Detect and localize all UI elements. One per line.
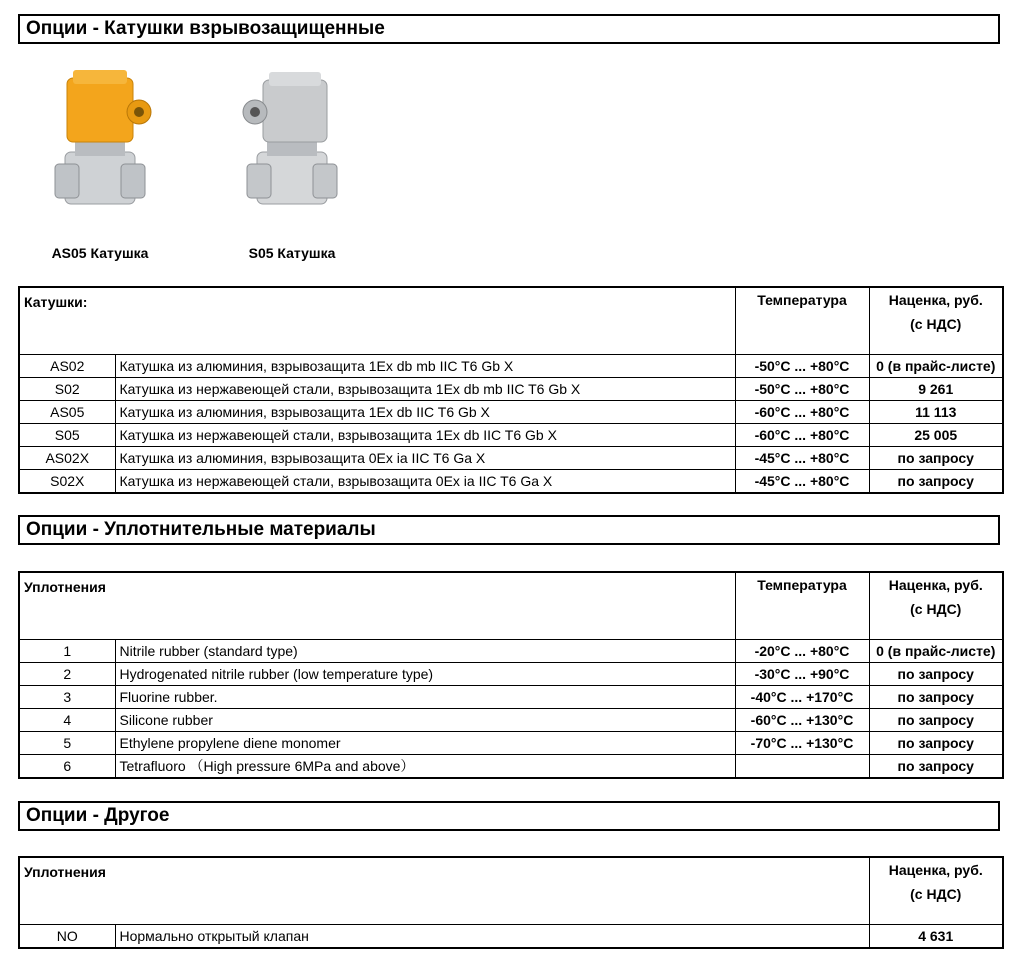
row-price: по запросу <box>869 470 1003 494</box>
table-header-row <box>19 572 1003 640</box>
header-price-line1: Наценка, руб. <box>888 292 983 308</box>
row-price: 0 (в прайс-листе) <box>869 355 1003 378</box>
row-code: 1 <box>19 640 115 663</box>
row-desc: Катушка из алюминия, взрывозащита 0Ex ia IIC T6 Ga X <box>115 447 735 470</box>
row-code: S02X <box>19 470 115 494</box>
row-code: 5 <box>19 732 115 755</box>
row-temp: -50°C ... +80°C <box>735 355 869 378</box>
row-desc: Fluorine rubber. <box>115 686 735 709</box>
row-desc: Tetrafluoro （High pressure 6MPa and above） <box>115 755 735 779</box>
header-temp <box>735 287 869 355</box>
section-title-other: Опции - Другое <box>18 801 1000 831</box>
header-temp <box>735 572 869 640</box>
table-row <box>19 378 1003 401</box>
row-price: 9 261 <box>869 378 1003 401</box>
row-desc: Катушка из нержавеющей стали, взрывозащита 1Ex db mb IIC T6 Gb X <box>115 378 735 401</box>
row-temp: -30°C ... +90°C <box>735 663 869 686</box>
row-code: AS02 <box>19 355 115 378</box>
table-row <box>19 732 1003 755</box>
table-row <box>19 424 1003 447</box>
row-price: по запросу <box>869 663 1003 686</box>
row-temp <box>735 755 869 779</box>
row-temp: -60°C ... +80°C <box>735 401 869 424</box>
section-title-seals: Опции - Уплотнительные материалы <box>18 515 1000 545</box>
header-price <box>869 287 1003 355</box>
row-price: по запросу <box>869 732 1003 755</box>
row-code: 2 <box>19 663 115 686</box>
valve-s05-icon <box>227 60 357 220</box>
row-desc: Нормально открытый клапан <box>115 925 869 949</box>
table-row <box>19 925 1003 949</box>
table-row <box>19 663 1003 686</box>
row-desc: Катушка из нержавеющей стали, взрывозащита 0Ex ia IIC T6 Ga X <box>115 470 735 494</box>
header-price-line2: (с НДС) <box>910 886 962 902</box>
row-temp: -45°C ... +80°C <box>735 447 869 470</box>
row-desc: Hydrogenated nitrile rubber (low temperature type) <box>115 663 735 686</box>
header-temp-label: Температура <box>757 577 847 593</box>
row-temp: -70°C ... +130°C <box>735 732 869 755</box>
row-price: по запросу <box>869 709 1003 732</box>
row-desc: Ethylene propylene diene monomer <box>115 732 735 755</box>
row-code: S05 <box>19 424 115 447</box>
row-temp: -60°C ... +130°C <box>735 709 869 732</box>
table-row <box>19 640 1003 663</box>
product-s05 <box>202 60 382 261</box>
row-price: по запросу <box>869 447 1003 470</box>
table-header-row <box>19 857 1003 925</box>
row-desc: Катушка из алюминия, взрывозащита 1Ex db mb IIC T6 Gb X <box>115 355 735 378</box>
row-desc: Катушка из нержавеющей стали, взрывозащита 1Ex db IIC T6 Gb X <box>115 424 735 447</box>
table-row <box>19 355 1003 378</box>
table-row <box>19 401 1003 424</box>
seals-table <box>18 571 1004 779</box>
header-name: Катушки: <box>19 287 735 355</box>
product-images <box>0 60 1024 270</box>
row-temp: -45°C ... +80°C <box>735 470 869 494</box>
row-code: AS05 <box>19 401 115 424</box>
row-temp: -50°C ... +80°C <box>735 378 869 401</box>
table-header-row <box>19 287 1003 355</box>
header-temp-label: Температура <box>757 292 847 308</box>
header-name: Уплотнения <box>19 857 869 925</box>
table-row <box>19 686 1003 709</box>
row-code: 4 <box>19 709 115 732</box>
table-row <box>19 470 1003 494</box>
other-table <box>18 856 1004 949</box>
section-title-coils: Опции - Катушки взрывозащищенные <box>18 14 1000 44</box>
table-row <box>19 755 1003 779</box>
header-price <box>869 572 1003 640</box>
header-price-line2: (с НДС) <box>910 601 962 617</box>
row-price: 4 631 <box>869 925 1003 949</box>
coils-table <box>18 286 1004 494</box>
table-row <box>19 709 1003 732</box>
header-price <box>869 857 1003 925</box>
row-temp: -40°C ... +170°C <box>735 686 869 709</box>
header-price-line2: (с НДС) <box>910 316 962 332</box>
row-desc: Катушка из алюминия, взрывозащита 1Ex db IIC T6 Gb X <box>115 401 735 424</box>
row-temp: -20°C ... +80°C <box>735 640 869 663</box>
header-name: Уплотнения <box>19 572 735 640</box>
row-code: 3 <box>19 686 115 709</box>
header-price-line1: Наценка, руб. <box>888 862 983 878</box>
row-desc: Nitrile rubber (standard type) <box>115 640 735 663</box>
row-price: по запросу <box>869 755 1003 779</box>
row-price: 11 113 <box>869 401 1003 424</box>
row-code: 6 <box>19 755 115 779</box>
valve-as05-icon <box>35 60 165 220</box>
row-price: 25 005 <box>869 424 1003 447</box>
row-temp: -60°C ... +80°C <box>735 424 869 447</box>
product-caption: S05 Катушка <box>248 245 336 261</box>
row-code: AS02X <box>19 447 115 470</box>
row-code: S02 <box>19 378 115 401</box>
product-caption: AS05 Катушка <box>51 245 149 261</box>
table-row <box>19 447 1003 470</box>
row-price: по запросу <box>869 686 1003 709</box>
row-desc: Silicone rubber <box>115 709 735 732</box>
row-price: 0 (в прайс-листе) <box>869 640 1003 663</box>
product-as05 <box>10 60 190 261</box>
header-price-line1: Наценка, руб. <box>888 577 983 593</box>
row-code: NO <box>19 925 115 949</box>
